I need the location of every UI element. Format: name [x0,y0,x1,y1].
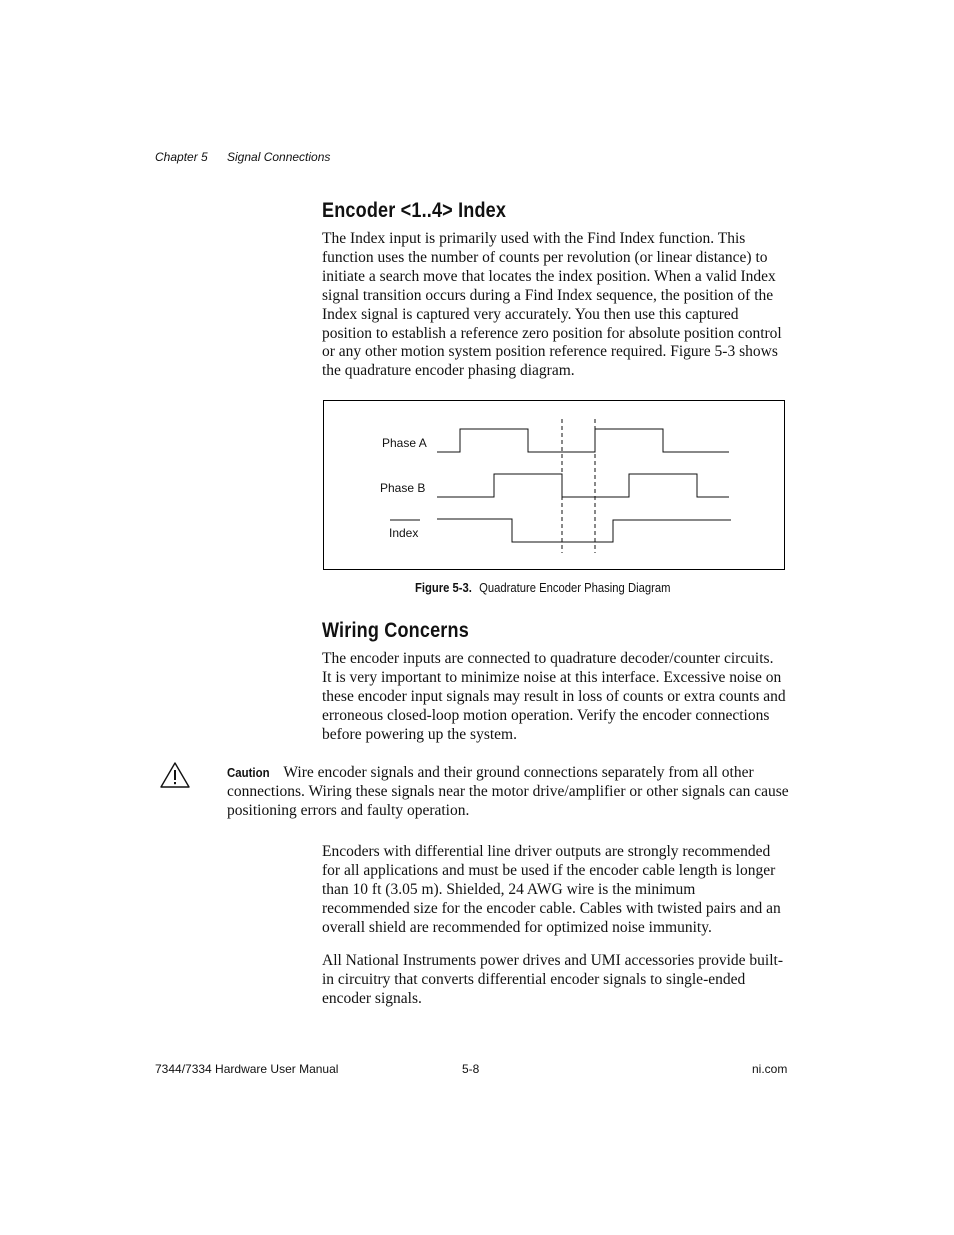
phase-a-waveform [437,429,729,452]
index-waveform [437,519,731,542]
footer-website: ni.com [752,1062,788,1076]
warning-triangle-icon [159,761,191,789]
paragraph-differential-encoders: Encoders with differential line driver outputs are strongly recommended for all applications and must be used if the encoder cable length is longer than 10 ft (3.05 m). Shielded, 24 AWG wire is the minimum recommended size for the encoder cable. Cables with twisted pairs and an overall shield are recommended for optimized noise immunity. [322,843,781,936]
quadrature-phasing-figure [323,400,785,570]
phase-b-label: Phase B [380,481,426,495]
phase-a-label: Phase A [382,436,427,450]
running-header-section: Signal Connections [227,150,331,164]
figure-caption-text: Quadrature Encoder Phasing Diagram [479,581,671,595]
footer-manual-title: 7344/7334 Hardware User Manual [155,1062,339,1076]
phasing-diagram [324,401,784,569]
figure-caption [415,581,670,595]
running-header-chapter: Chapter 5 [155,150,208,164]
paragraph-index-input: The Index input is primarily used with the Find Index function. This function uses the number of counts per revolution (or linear distance) to initiate a search move that locates the index position. When a valid Index signal transition occurs during a Find Index sequence, the position of the Index signal is captured very accurately. You then use this captured position to establish a reference zero position for absolute position control or any other motion system position reference required. Figure 5-3 shows the quadrature encoder phasing diagram. [322,230,782,380]
caution-text: Wire encoder signals and their ground connections separately from all other connections. Wiring these signals near the motor drive/amplifier or other signals can cause positioning errors and faulty operation. [227,764,789,819]
figure-caption-number: Figure 5-3. [415,581,472,595]
paragraph-wiring-concerns: The encoder inputs are connected to quadrature decoder/counter circuits. It is very important to minimize noise at this interface. Excessive noise on these encoder input signals may result in loss of counts or extra counts and erroneous closed-loop motion operation. Verify the encoder connections before powering up the system. [322,650,786,743]
caution-label: Caution [227,765,270,780]
section-heading-encoder-index: Encoder <1..4> Index [322,199,507,222]
phase-b-waveform [437,474,729,497]
paragraph-ni-accessories: All National Instruments power drives and UMI accessories provide built-in circuitry that converts differential encoder signals to single-ended encoder signals. [322,952,784,1007]
index-label: Index [389,526,419,540]
caution-note [227,764,793,821]
section-heading-wiring-concerns: Wiring Concerns [322,619,469,642]
footer-page-number: 5-8 [462,1062,480,1076]
